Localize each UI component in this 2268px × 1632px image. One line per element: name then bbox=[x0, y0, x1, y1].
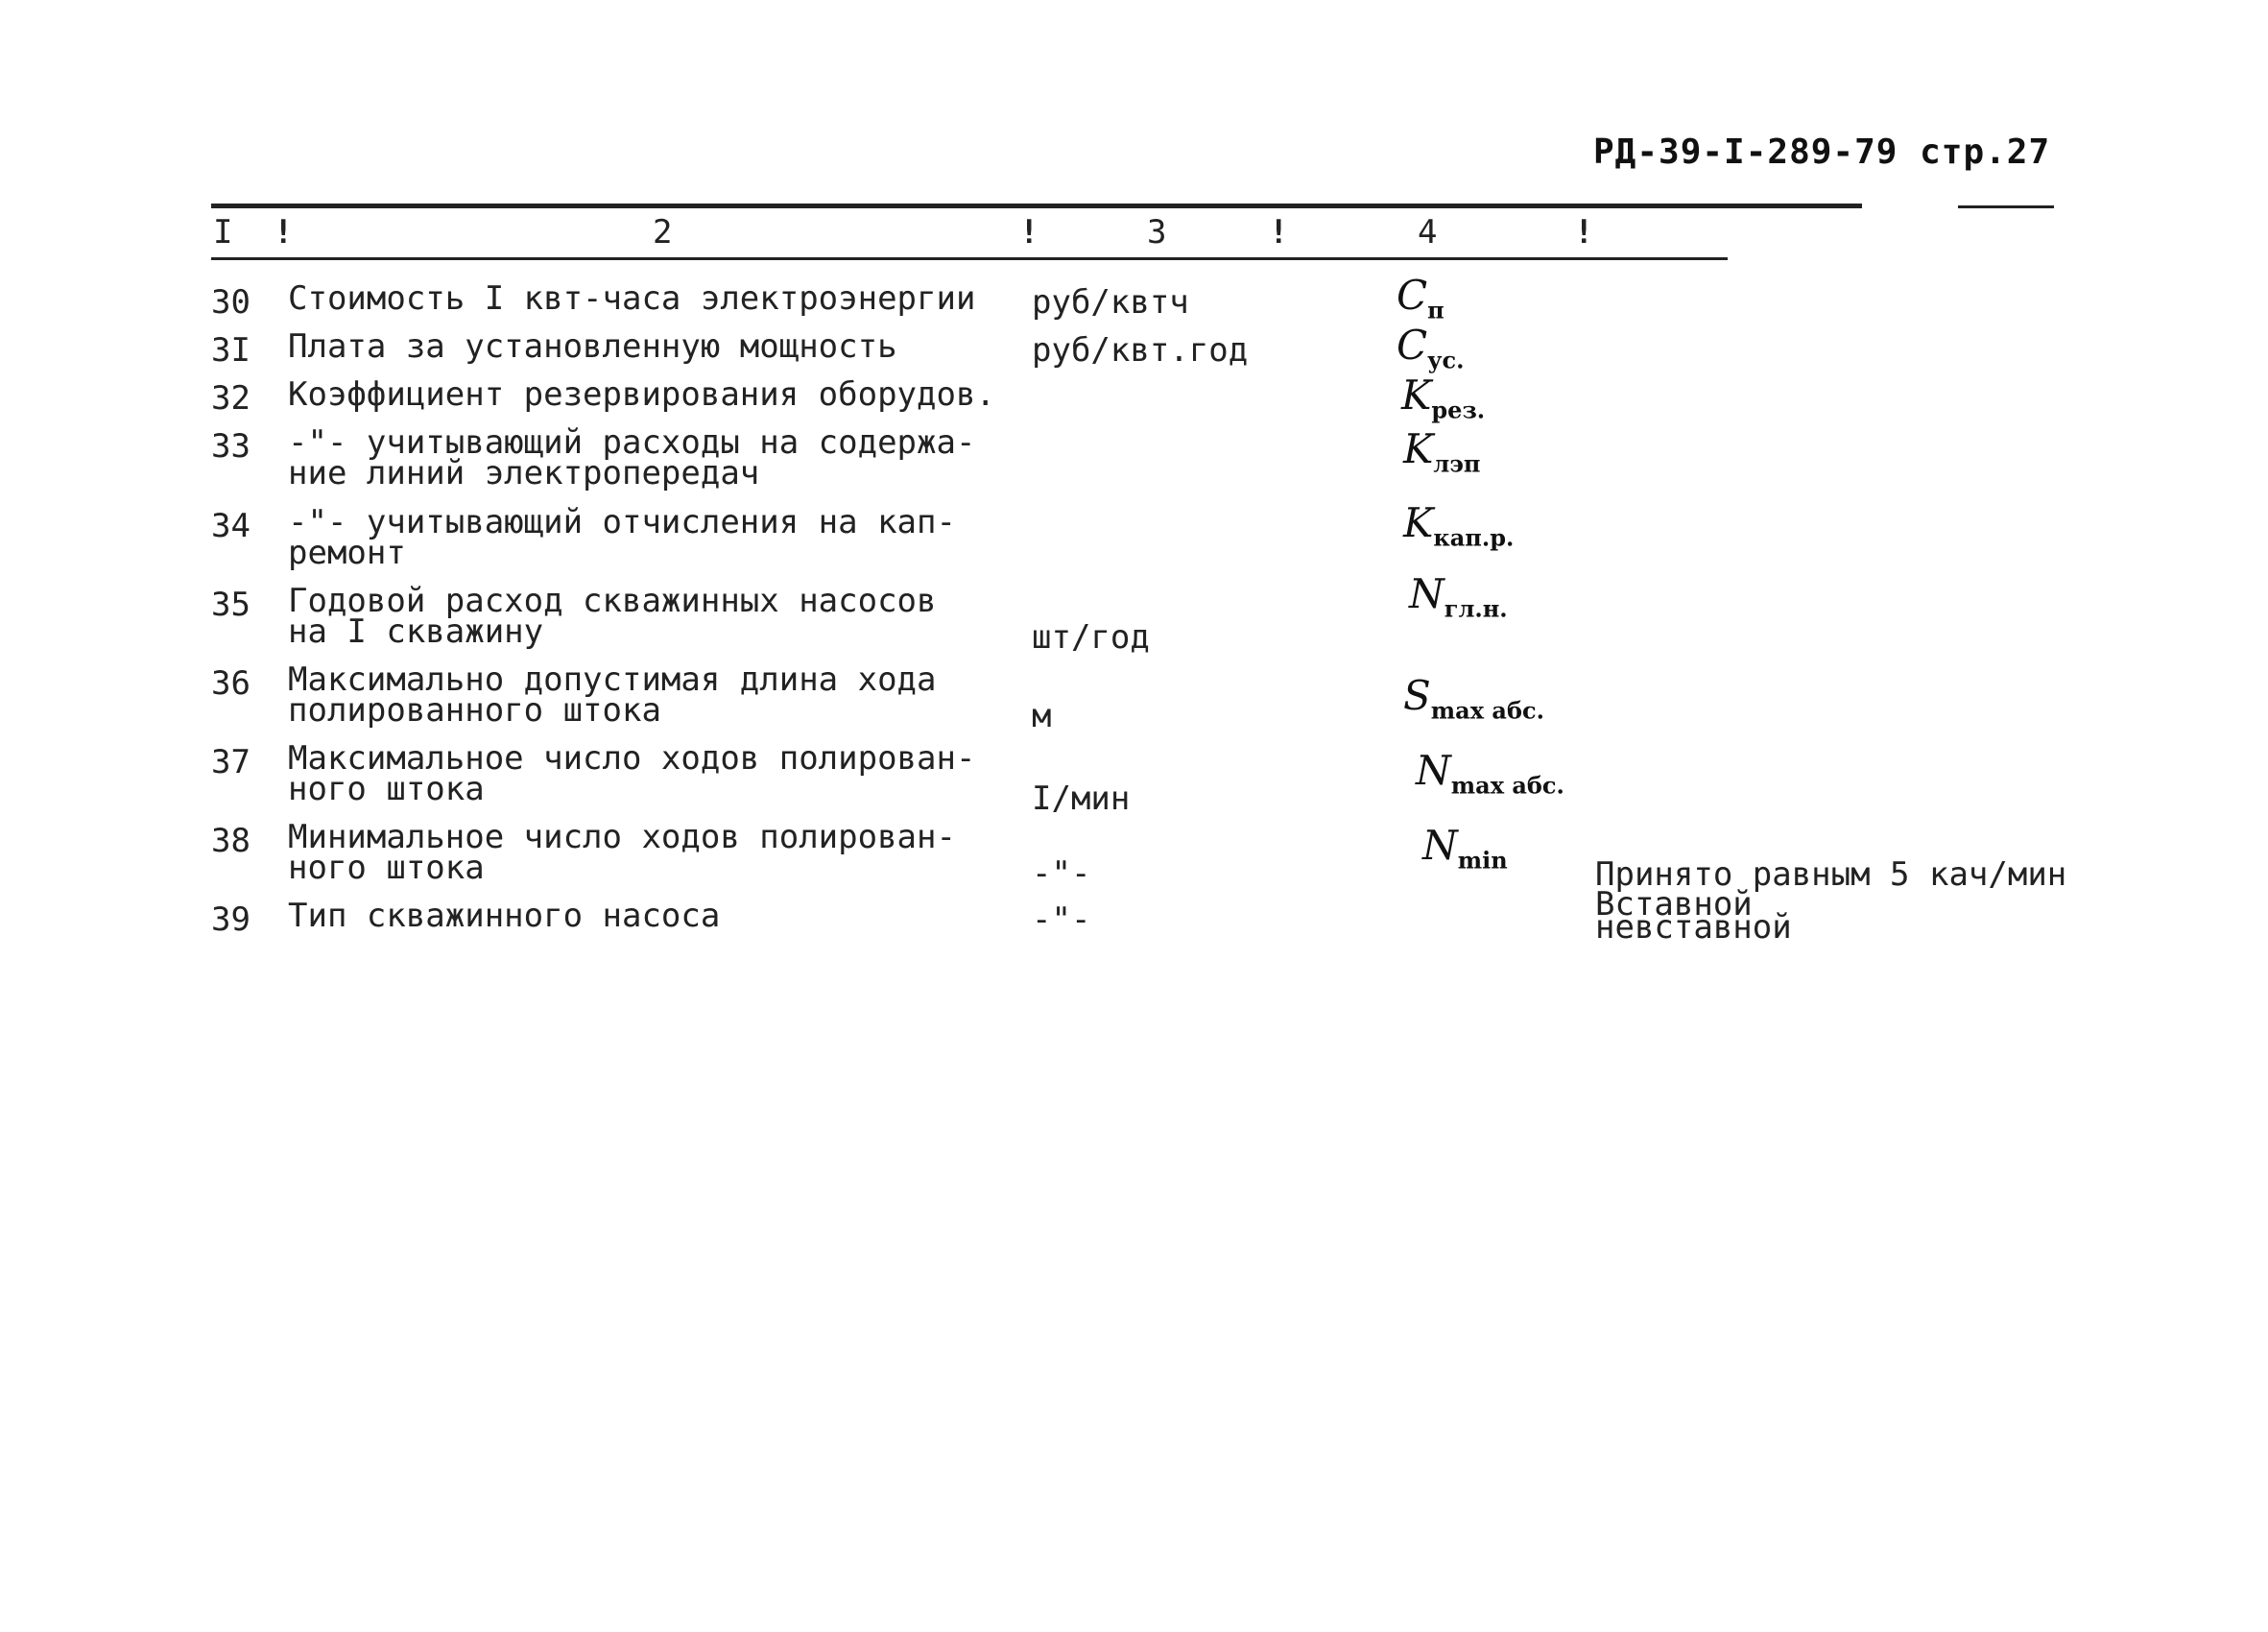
document-reference: РД-39-I-289-79 стр.27 bbox=[1593, 132, 2051, 172]
row-symbol: $K_{лэп}$ bbox=[1403, 425, 1481, 478]
row-unit: руб/квт.год bbox=[1032, 331, 1249, 370]
row-number: 34 bbox=[211, 507, 251, 545]
column-separator: ! bbox=[274, 213, 294, 252]
row-symbol: $C_п$ bbox=[1397, 272, 1444, 324]
row-name: Плата за установленную мощность bbox=[288, 327, 897, 366]
row-name: Годовой расход скважинных насосов на I скважину bbox=[288, 582, 937, 651]
column-header-3: 3 bbox=[1147, 213, 1167, 252]
row-note: Вставной невставной bbox=[1595, 885, 1792, 947]
column-separator: ! bbox=[1574, 213, 1594, 252]
row-unit: -"- bbox=[1032, 900, 1091, 939]
row-symbol: $N_{max абс.}$ bbox=[1416, 747, 1564, 800]
row-unit: шт/год bbox=[1032, 618, 1150, 657]
row-name: -"- учитывающий отчисления на кап- ремонт bbox=[288, 503, 956, 572]
column-separator: ! bbox=[1019, 213, 1039, 252]
row-number: 3I bbox=[211, 331, 251, 370]
table-header-rule bbox=[211, 257, 1728, 260]
table-top-rule bbox=[211, 204, 1862, 208]
row-number: 38 bbox=[211, 822, 251, 860]
row-number: 37 bbox=[211, 743, 251, 781]
row-number: 32 bbox=[211, 379, 251, 418]
row-symbol: $K_{рез.}$ bbox=[1401, 372, 1486, 424]
row-unit: -"- bbox=[1032, 854, 1091, 893]
row-note: Принято равным 5 кач/мин bbox=[1595, 855, 2067, 894]
row-symbol: $K_{кап.р.}$ bbox=[1403, 499, 1515, 552]
row-number: 30 bbox=[211, 283, 251, 322]
row-name: -"- учитывающий расходы на содержа- ние линий электропередач bbox=[288, 423, 976, 492]
row-symbol: $S_{max абс.}$ bbox=[1403, 672, 1544, 725]
row-number: 33 bbox=[211, 427, 251, 466]
column-header-1: I bbox=[213, 213, 233, 252]
column-header-4: 4 bbox=[1418, 213, 1438, 252]
table-top-rule-right bbox=[1958, 205, 2054, 208]
column-header-2: 2 bbox=[653, 213, 673, 252]
row-symbol: $N_{гл.н.}$ bbox=[1409, 570, 1508, 623]
row-unit: I/мин bbox=[1032, 780, 1131, 818]
row-number: 36 bbox=[211, 664, 251, 703]
row-unit: м bbox=[1032, 697, 1052, 735]
row-number: 35 bbox=[211, 586, 251, 624]
row-name: Минимальное число ходов полирован- ного штока bbox=[288, 818, 956, 887]
row-symbol: $N_{min}$ bbox=[1422, 822, 1508, 875]
row-symbol: $C_{ус.}$ bbox=[1397, 322, 1465, 374]
row-unit: руб/квтч bbox=[1032, 283, 1189, 322]
row-name: Максимальное число ходов полирован- ного штока bbox=[288, 739, 976, 808]
row-name: Стоимость I квт-часа электроэнергии bbox=[288, 279, 976, 318]
column-separator: ! bbox=[1269, 213, 1289, 252]
row-number: 39 bbox=[211, 900, 251, 939]
row-name: Коэффициент резервирования оборудов. bbox=[288, 375, 995, 414]
row-name: Тип скважинного насоса bbox=[288, 897, 721, 935]
row-name: Максимально допустимая длина хода полированного штока bbox=[288, 660, 937, 730]
